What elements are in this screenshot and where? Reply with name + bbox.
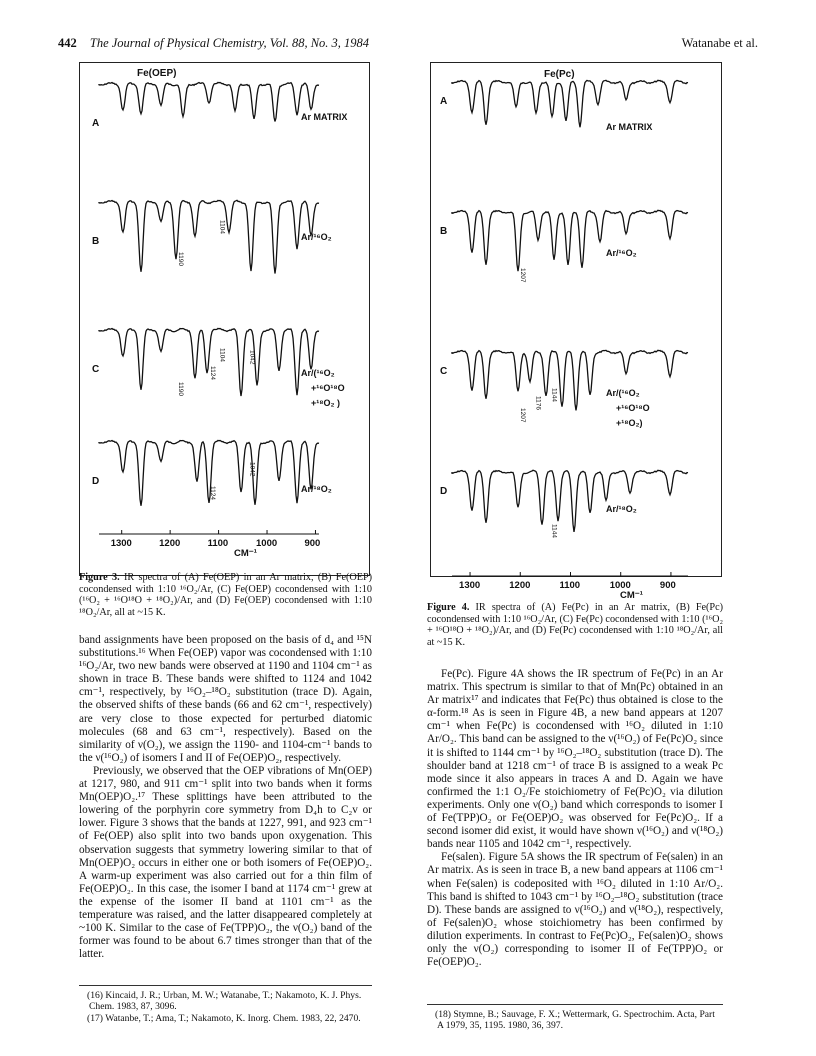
trace-label-line: Ar/(¹⁶O₂ — [606, 388, 640, 398]
x-tick-label-1200: 1200 — [159, 538, 181, 549]
figure-3 — [79, 62, 370, 576]
figure3-x-unit: CM⁻¹ — [234, 548, 257, 559]
trace-label-d: Ar/¹⁸O₂ — [606, 504, 637, 514]
trace-label-a: Ar MATRIX — [606, 122, 653, 132]
spectrum-trace-d — [452, 470, 688, 532]
band-mark-1124: 1124 — [208, 366, 216, 380]
footnote-16: (16) Kincaid, J. R.; Urban, M. W.; Watanabe, T.; Nakamoto, K. J. Phys. Chem. 1983, 87, 3096. — [87, 990, 362, 1013]
trace-letter-d: D — [440, 486, 448, 497]
band-mark-1207: 1207 — [518, 408, 526, 423]
x-tick-label-1100: 1100 — [559, 580, 581, 591]
figure3-title: Fe(OEP) — [137, 68, 177, 79]
band-mark-1190: 1190 — [176, 382, 184, 396]
figure-4 — [430, 62, 722, 601]
right-column-text — [427, 668, 723, 969]
spectrum-trace-a — [452, 80, 688, 127]
trace-label-line: Ar/(¹⁶O₂ — [301, 368, 335, 378]
band-mark-1144: 1144 — [550, 388, 558, 402]
figure4-title: Fe(Pc) — [544, 69, 575, 80]
spectrum-trace-b — [99, 200, 319, 273]
figure-3-caption-label: Figure 3. — [79, 572, 120, 583]
x-tick-label-1000: 1000 — [609, 580, 631, 591]
x-tick-label-1000: 1000 — [256, 538, 278, 549]
band-mark-1124: 1124 — [208, 486, 216, 500]
figure-4-caption-label: Figure 4. — [427, 602, 470, 613]
trace-label-line: +¹⁶O¹⁸O — [311, 383, 345, 393]
spectrum-trace-c — [452, 350, 688, 410]
spectrum-trace-c — [99, 328, 319, 396]
left-paragraph-1: band assignments have been proposed on the basis of d₄ and ¹⁵N substitutions.¹⁶ When Fe(OEP) vapor was cocondensed with 1:10 ¹⁶O₂/Ar, two new bands were observed at 1190 and 1104 cm⁻¹ as shown in trace B. These bands were shifted to 1124 and 1042 cm⁻¹, respectively, by ¹⁶O₂–¹⁸O₂ substitution (trace D). Again, the observed shifts of these bands (66 and 62 cm⁻¹, respectively) are very close to those expected for perturbed diatomic molecules (68 and 63 cm⁻¹, respectively). Based on the similarity of ν(O₂), we assign the 1190- and 1104-cm⁻¹ bands to the ν(¹⁶O₂) of isomers I and II of Fe(OEP)O₂, respectively. — [79, 634, 372, 764]
trace-letter-b: B — [92, 236, 100, 247]
right-paragraph-1: Fe(Pc). Figure 4A shows the IR spectrum of Fe(Pc) in an Ar matrix. This spectrum is similar to that of Mn(Pc) obtained in an Ar matrix¹⁷ and indicates that Fe(Pc) thus obtained is close to the α-form.¹⁸ As is seen in Figure 4B, a new band appears at 1207 cm⁻¹ when Fe(Pc) is cocondensed with ¹⁶O₂ diluted in 1:10 Ar/O₂. This band can be assigned to the ν(¹⁶O₂) of Fe(Pc)O₂ since it is shifted to 1144 cm⁻¹ by ¹⁶O₂–¹⁸O₂ substitution (trace D). The shoulder band at 1218 cm⁻¹ of trace B is assigned to a weak Pc mode since it also appears in traces A and D. Again we have confirmed the 1:1 O₂/Fe stoichiometry of Fe(Pc)O₂ via dilution experiments. Only one ν(O₂) band which corresponds to isomer I of Fe(TPP)O₂ or Fe(OEP)O₂ was observed for Fe(Pc)O₂. If a second isomer did exist, it would have shown ν(¹⁶O₂) and ν(¹⁸O₂) bands near 1105 and 1042 cm⁻¹, respectively. — [427, 668, 723, 851]
running-authors: Watanabe et al. — [681, 36, 758, 50]
footnotes-right — [427, 1009, 723, 1032]
spectrum-trace-b — [452, 210, 688, 271]
trace-label-b: Ar/¹⁶O₂ — [301, 232, 332, 242]
band-mark-1176: 1176 — [534, 396, 542, 410]
band-mark-1042: 1042 — [248, 350, 256, 365]
trace-letter-b: B — [440, 226, 448, 237]
figure4-x-unit: CM⁻¹ — [620, 590, 643, 601]
figure-3-caption-text: IR spectra of (A) Fe(OEP) in an Ar matrix, (B) Fe(OEP) cocondensed with 1:10 ¹⁶O₂/Ar, (C) Fe(OEP) cocondensed with 1:10 (¹⁶O₂ + ¹⁶O¹⁸O + ¹⁸O₂)/Ar, and (D) Fe(OEP) cocondensed with 1:10 ¹⁸O₂/Ar, all at ~15 K. — [79, 572, 372, 618]
left-paragraph-2: Previously, we observed that the OEP vibrations of Mn(OEP) at 1217, 980, and 911 cm⁻¹ split into two bands when it forms Mn(OEP)O₂.¹⁷ These splittings have been attributed to the lowering of the porphyrin core symmetry from D₄h to C₂v or lower. Figure 3 shows that the bands at 1227, 991, and 923 cm⁻¹ of Fe(OEP) also split into two bands upon oxygenation. This observation suggests that symmetry lowering similar to that of Mn(OEP)O₂ occurs in either one or both isomers of Fe(OEP)O₂. A warm-up experiment was also carried out for a thin film of Fe(OEP)O₂. In this case, the isomer I band at 1174 cm⁻¹ grew at the expense of the isomer II band at 1101 cm⁻¹ as the temperature was raised, and the latter disappeared completely at ~100 K. Similar to the case of Fe(TPP)O₂, the ν(O₂) band of the former was found to be about 6.7 times stronger than that of the latter. — [79, 764, 372, 961]
x-tick-label-1200: 1200 — [509, 580, 531, 591]
x-tick-label-1300: 1300 — [459, 580, 481, 591]
figure-4-caption — [427, 602, 723, 648]
footnote-rule-left — [79, 985, 372, 986]
band-mark-1104: 1104 — [218, 348, 226, 362]
figure-4-spectra — [430, 62, 722, 601]
trace-letter-a: A — [440, 96, 448, 107]
x-tick-label-1100: 1100 — [207, 538, 229, 549]
trace-label-b: Ar/¹⁶O₂ — [606, 248, 637, 258]
band-mark-1190: 1190 — [176, 252, 184, 266]
trace-label-a: Ar MATRIX — [301, 112, 348, 122]
band-mark-1104: 1104 — [218, 220, 226, 234]
footnote-rule-right — [427, 1004, 723, 1005]
journal-citation: The Journal of Physical Chemistry, Vol. 88, No. 3, 1984 — [89, 36, 370, 50]
x-tick-label-900: 900 — [659, 580, 676, 591]
x-tick-label-900: 900 — [304, 538, 321, 549]
footnotes-left — [79, 990, 372, 1026]
trace-letter-c: C — [440, 366, 448, 377]
figure-3-caption — [79, 572, 372, 618]
footnote-18: (18) Stymne, B.; Sauvage, F. X.; Wettermark, G. Spectrochim. Acta, Part A 1979, 35, 1195. 1980, 36, 397. — [435, 1009, 715, 1032]
left-column-text — [79, 634, 372, 961]
right-paragraph-2: Fe(salen). Figure 5A shows the IR spectrum of Fe(salen) in an Ar matrix. As is seen in trace B, a new band appears at 1106 cm⁻¹ when Fe(salen) is codeposited with ¹⁶O₂ diluted in 1:10 Ar/O₂. This band is shifted to 1043 cm⁻¹ by ¹⁶O₂–¹⁸O₂ substitution (trace D). These bands are assigned to ν(¹⁶O₂) and ν(¹⁸O₂), respectively, of Fe(salen)O₂ whose stoichiometry has been confirmed by dilution experiments. In contrast to Fe(Pc)O₂, Fe(salen)O₂ shows only the ν(O₂) corresponding to isomer II of Fe(TPP)O₂ or Fe(OEP)O₂. — [427, 851, 723, 969]
figure-4-caption-text: IR spectra of (A) Fe(Pc) in an Ar matrix, (B) Fe(Pc) cocondensed with 1:10 ¹⁶O₂/Ar, (C) Fe(Pc) cocondensed with 1:10 (¹⁶O₂ + ¹⁶O¹⁸O + ¹⁸O₂)/Ar, and (D) Fe(Pc) cocondensed with 1:10 ¹⁸O₂/Ar, all at ~15 K. — [427, 602, 723, 648]
band-mark-1207: 1207 — [518, 268, 526, 283]
trace-label-line: +¹⁶O¹⁸O — [616, 403, 650, 413]
band-mark-1144: 1144 — [550, 524, 558, 538]
footnote-17: (17) Watanbe, T.; Ama, T.; Nakamoto, K. Inorg. Chem. 1983, 22, 2470. — [87, 1013, 361, 1025]
trace-letter-a: A — [92, 118, 100, 129]
running-header — [58, 36, 758, 52]
trace-letter-c: C — [92, 364, 100, 375]
trace-label-d: Ar/¹⁸O₂ — [301, 484, 332, 494]
trace-letter-d: D — [92, 476, 100, 487]
x-tick-label-1300: 1300 — [110, 538, 132, 549]
trace-label-line: +¹⁸O₂ ) — [311, 398, 341, 408]
spectrum-trace-a — [99, 82, 319, 121]
figure-3-spectra — [79, 62, 370, 576]
band-mark-1042: 1042 — [248, 462, 256, 477]
page-number: 442 — [58, 36, 77, 50]
trace-label-line: +¹⁸O₂) — [616, 418, 643, 428]
